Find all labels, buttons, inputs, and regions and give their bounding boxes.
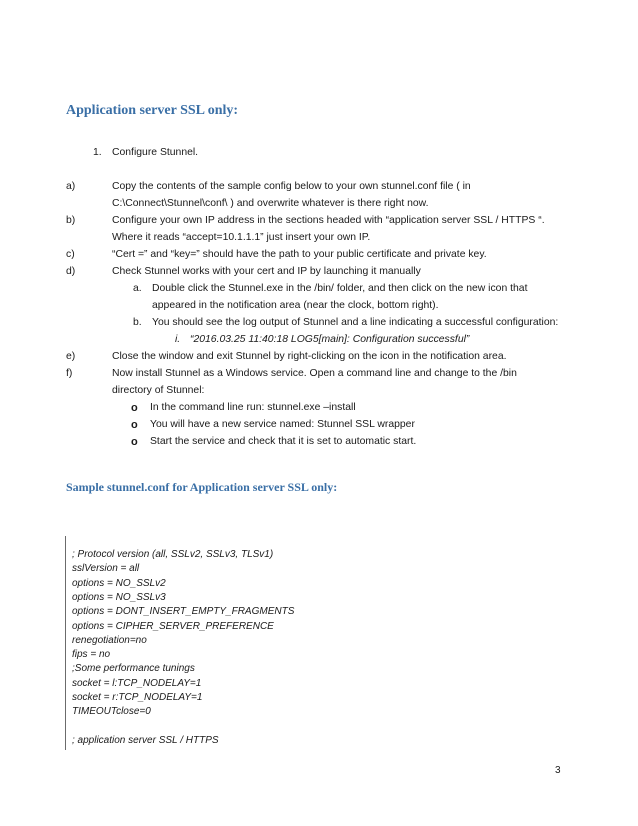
step-line: Configure your own IP address in the sections headed with “application server SSL / HTTPS “.	[112, 215, 545, 226]
bullet-text: You will have a new service named: Stunnel SSL wrapper	[150, 419, 415, 430]
config-line: ;Some performance tunings	[72, 663, 195, 675]
config-line: TIMEOUTclose=0	[72, 706, 151, 718]
section-heading-sample-config: Sample stunnel.conf for Application server SSL only:	[66, 480, 338, 494]
step-line: Now install Stunnel as a Windows service. Open a command line and change to the /bin	[112, 368, 517, 379]
step-marker: c)	[66, 249, 75, 260]
substep-line: Double click the Stunnel.exe in the /bin/ folder, and then click on the new icon that	[152, 283, 528, 294]
substep-line: You should see the log output of Stunnel and a line indicating a successful configuration:	[152, 317, 559, 328]
step-line: Check Stunnel works with your cert and IP by launching it manually	[112, 266, 421, 277]
step-marker: e)	[66, 351, 76, 362]
step-marker: a)	[66, 181, 76, 192]
config-line: ; Protocol version (all, SSLv2, SSLv3, TLSv1)	[72, 549, 274, 560]
step-text: Configure Stunnel.	[112, 147, 199, 158]
substep-line: appeared in the notification area (near the clock, bottom right).	[152, 300, 439, 311]
subsubstep-marker: i.	[175, 334, 181, 345]
substep-marker: a.	[133, 283, 142, 294]
config-line: fips = no	[72, 649, 111, 661]
config-left-rule	[65, 536, 66, 750]
substep-marker: b.	[133, 317, 142, 328]
config-line: sslVersion = all	[72, 563, 140, 575]
step-line: Close the window and exit Stunnel by right-clicking on the icon in the notification area.	[112, 351, 507, 362]
config-line: options = DONT_INSERT_EMPTY_FRAGMENTS	[72, 606, 295, 618]
config-line: options = NO_SSLv3	[72, 591, 166, 603]
bullet-text: Start the service and check that it is set to automatic start.	[150, 436, 417, 447]
step-marker: f)	[66, 368, 73, 379]
step-marker: 1.	[93, 147, 102, 158]
step-line: “Cert =” and “key=” should have the path to your public certificate and private key.	[112, 249, 487, 260]
config-line: socket = r:TCP_NODELAY=1	[72, 692, 203, 703]
step-marker: d)	[66, 266, 76, 277]
step-line: Copy the contents of the sample config below to your own stunnel.conf file ( in	[112, 181, 471, 192]
config-line: options = CIPHER_SERVER_PREFERENCE	[72, 620, 274, 632]
step-line: directory of Stunnel:	[112, 385, 205, 396]
bullet-marker: o	[131, 436, 138, 448]
config-line: renegotiation=no	[72, 634, 147, 646]
config-line: ; application server SSL / HTTPS	[72, 734, 219, 746]
step-line: Where it reads “accept=10.1.1.1” just insert your own IP.	[112, 232, 371, 243]
step-marker: b)	[66, 215, 76, 226]
bullet-marker: o	[131, 419, 138, 431]
log-line-text: “2016.03.25 11:40:18 LOG5[main]: Configuration successful”	[190, 334, 470, 345]
bullet-marker: o	[131, 402, 138, 414]
bullet-text: In the command line run: stunnel.exe –install	[150, 402, 356, 413]
step-line: C:\Connect\Stunnel\conf\ ) and overwrite whatever is there right now.	[112, 198, 429, 209]
config-line: socket = l:TCP_NODELAY=1	[72, 677, 202, 689]
page-number: 3	[555, 765, 561, 776]
section-heading-application-server: Application server SSL only:	[66, 103, 239, 118]
config-line: options = NO_SSLv2	[72, 577, 166, 589]
